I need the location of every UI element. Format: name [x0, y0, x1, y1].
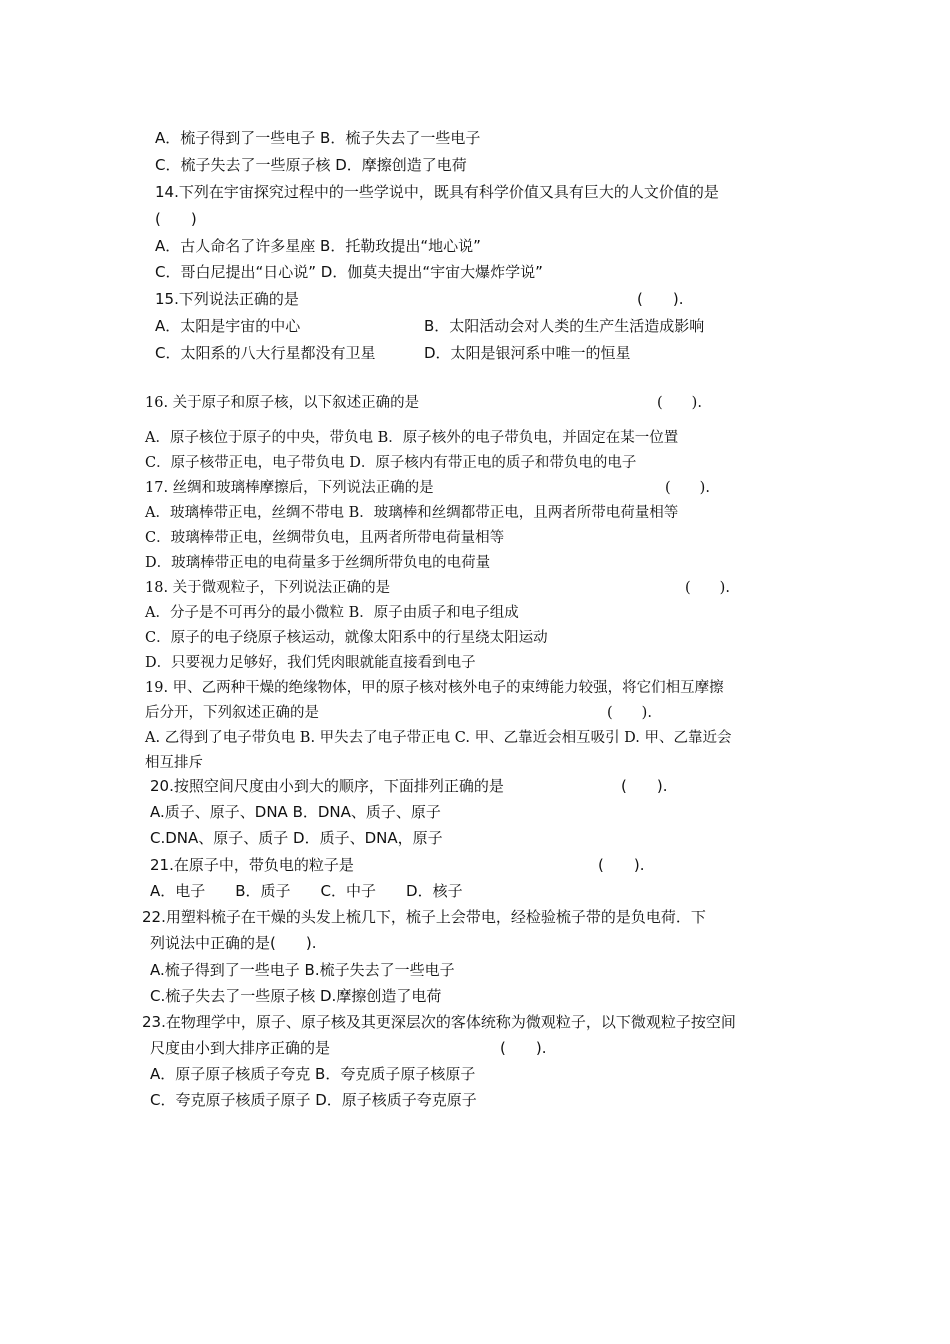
q16-stem: 16. 关于原子和原子核，以下叙述正确的是 — [145, 395, 420, 411]
q13-option-ab: A．梳子得到了一些电子 B．梳子失去了一些电子 — [155, 129, 481, 147]
q22-stem-line1: 22.用塑料梳子在干燥的头发上梳几下，梳子上会带电，经检验梳子带的是负电荷．下 — [142, 908, 706, 926]
q23-stem-line2: 尺度由小到大排序正确的是 — [150, 1039, 331, 1057]
q23-option-ab: A．原子原子核质子夸克 B．夸克质子原子核原子 — [150, 1065, 476, 1083]
q20-option-cd: C.DNA、原子、质子 D．质子、DNA，原子 — [150, 829, 443, 847]
q21-options: A．电子 B．质子 C．中子 D．核子 — [150, 882, 463, 900]
q18-stem: 18. 关于微观粒子，下列说法正确的是 — [145, 580, 391, 596]
q15-answer-blank: ( ). — [637, 290, 684, 308]
q15-option-d: D．太阳是银河系中唯一的恒星 — [424, 344, 631, 362]
q19-answer-blank: ( ). — [607, 705, 652, 721]
q18-option-c: C．原子的电子绕原子核运动，就像太阳系中的行星绕太阳运动 — [145, 630, 548, 646]
q22-option-cd: C.梳子失去了一些原子核 D.摩擦创造了电荷 — [150, 987, 442, 1005]
q15-stem: 15.下列说法正确的是 — [155, 290, 299, 308]
q17-option-d: D．玻璃棒带正电的电荷量多于丝绸所带负电的电荷量 — [145, 555, 491, 571]
q23-option-cd: C．夸克原子核质子原子 D．原子核质子夸克原子 — [150, 1091, 477, 1109]
q23-stem-line1: 23.在物理学中，原子、原子核及其更深层次的客体统称为微观粒子，以下微观粒子按空间 — [142, 1013, 736, 1031]
q16-option-ab: A．原子核位于原子的中央，带负电 B．原子核外的电子带负电，并固定在某一位置 — [145, 430, 679, 446]
q18-answer-blank: ( ). — [685, 580, 730, 596]
q19-stem-line2: 后分开，下列叙述正确的是 — [145, 705, 319, 721]
q19-stem-line1: 19. 甲、乙两种干燥的绝缘物体，甲的原子核对核外电子的束缚能力较强，将它们相互摩擦 — [145, 680, 724, 696]
q13-option-cd: C．梳子失去了一些原子核 D．摩擦创造了电荷 — [155, 156, 467, 174]
q16-answer-blank: ( ). — [657, 395, 702, 411]
q18-option-ab: A．分子是不可再分的最小微粒 B．原子由质子和电子组成 — [145, 605, 519, 621]
q15-option-a: A．太阳是宇宙的中心 — [155, 317, 301, 335]
q14-answer-blank: ( ) — [155, 210, 197, 228]
q14-option-cd: C．哥白尼提出“日心说” D．伽莫夫提出“宇宙大爆炸学说” — [155, 263, 543, 281]
q20-answer-blank: ( ). — [621, 777, 668, 795]
q19-options-line1: A. 乙得到了电子带负电 B. 甲失去了电子带正电 C. 甲、乙靠近会相互吸引 D. 甲、乙靠近会 — [145, 730, 732, 746]
q17-option-c: C．玻璃棒带正电，丝绸带负电，且两者所带电荷量相等 — [145, 530, 505, 546]
q21-answer-blank: ( ). — [598, 856, 645, 874]
q18-option-d: D．只要视力足够好，我们凭肉眼就能直接看到电子 — [145, 655, 476, 671]
q15-option-c: C．太阳系的八大行星都没有卫星 — [155, 344, 376, 362]
q14-option-ab: A．古人命名了许多星座 B．托勒玫提出“地心说” — [155, 237, 481, 255]
q20-stem: 20.按照空间尺度由小到大的顺序，下面排列正确的是 — [150, 777, 504, 795]
q17-stem: 17. 丝绸和玻璃棒摩擦后，下列说法正确的是 — [145, 480, 434, 496]
q22-option-ab: A.梳子得到了一些电子 B.梳子失去了一些电子 — [150, 961, 455, 979]
q19-options-line2: 相互排斥 — [145, 755, 203, 771]
q15-option-b: B．太阳活动会对人类的生产生活造成影响 — [424, 317, 705, 335]
q20-option-ab: A.质子、原子、DNA B．DNA、质子、原子 — [150, 803, 441, 821]
q16-option-cd: C．原子核带正电，电子带负电 D．原子核内有带正电的质子和带负电的电子 — [145, 455, 637, 471]
q23-answer-blank: ( ). — [500, 1039, 547, 1057]
q14-stem: 14.下列在宇宙探究过程中的一些学说中，既具有科学价值又具有巨大的人文价值的是 — [155, 183, 719, 201]
q17-answer-blank: ( ). — [665, 480, 710, 496]
q17-option-ab: A．玻璃棒带正电，丝绸不带电 B．玻璃棒和丝绸都带正电，且两者所带电荷量相等 — [145, 505, 679, 521]
q21-stem: 21.在原子中，带负电的粒子是 — [150, 856, 354, 874]
q22-stem-line2: 列说法中正确的是( ). — [150, 934, 317, 952]
